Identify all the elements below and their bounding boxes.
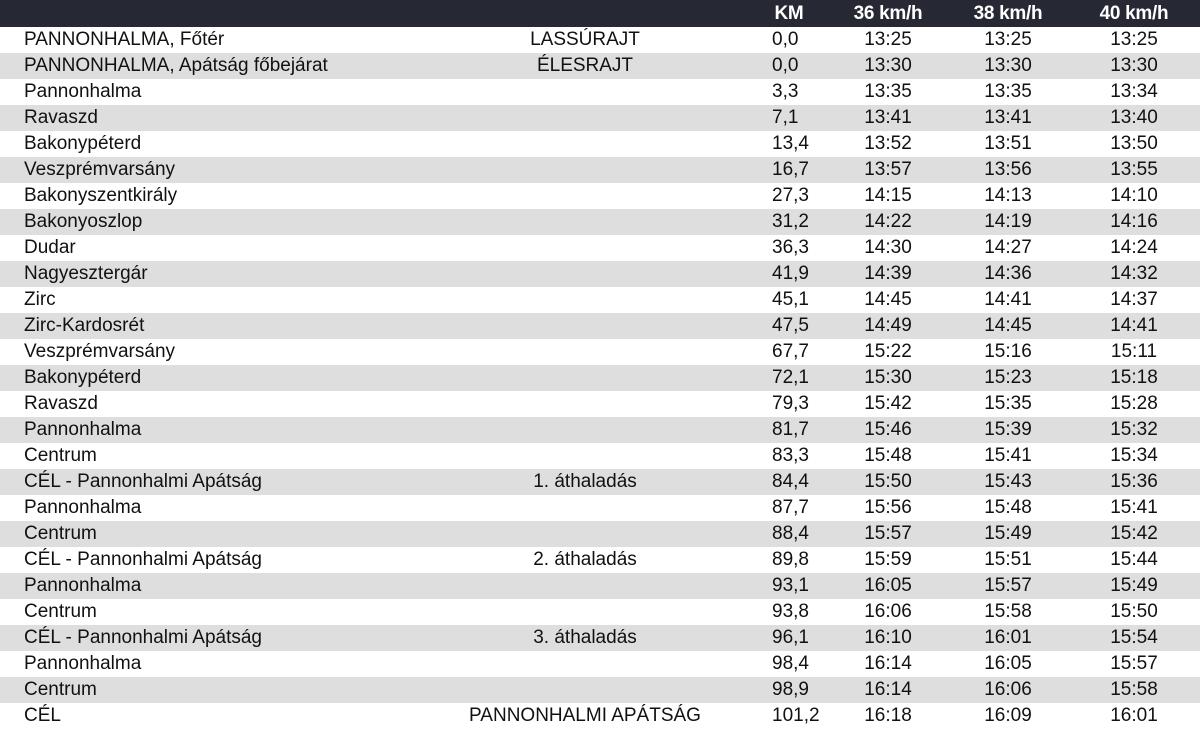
table-row — [0, 417, 1200, 443]
time-36-cell: 13:41 — [864, 107, 912, 128]
time-36-cell: 16:10 — [864, 627, 912, 648]
location-cell: Bakonypéterd — [24, 367, 142, 388]
km-cell: 47,5 — [772, 315, 809, 336]
header-speed-40: 40 km/h — [1099, 2, 1169, 24]
table-header — [0, 0, 1200, 27]
table-row — [0, 365, 1200, 391]
time-38-cell: 15:58 — [984, 601, 1032, 622]
time-36-cell: 13:52 — [864, 133, 912, 154]
location-cell: Bakonyszentkirály — [24, 185, 178, 206]
table-row — [0, 625, 1200, 651]
location-cell: CÉL - Pannonhalmi Apátság — [24, 549, 263, 570]
location-cell: CÉL - Pannonhalmi Apátság — [24, 471, 263, 492]
time-40-cell: 14:37 — [1110, 289, 1158, 310]
time-36-cell: 14:49 — [864, 315, 912, 336]
time-36-cell: 16:18 — [864, 705, 912, 726]
table-row — [0, 183, 1200, 209]
km-cell: 81,7 — [772, 419, 809, 440]
table-row — [0, 287, 1200, 313]
km-cell: 93,8 — [772, 601, 809, 622]
note-cell: PANNONHALMI APÁTSÁG — [469, 705, 701, 726]
time-38-cell: 15:35 — [984, 393, 1032, 414]
table-row — [0, 547, 1200, 573]
note-cell — [420, 209, 750, 235]
table-row — [0, 651, 1200, 677]
time-38-cell: 15:49 — [984, 523, 1032, 544]
time-40-cell: 14:10 — [1110, 185, 1158, 206]
time-40-cell: 15:54 — [1110, 627, 1158, 648]
time-38-cell: 14:27 — [984, 237, 1032, 258]
time-36-cell: 15:50 — [864, 471, 912, 492]
time-36-cell: 15:30 — [864, 367, 912, 388]
time-36-cell: 15:48 — [864, 445, 912, 466]
km-cell: 72,1 — [772, 367, 809, 388]
table-row — [0, 79, 1200, 105]
location-cell: PANNONHALMA, Főtér — [24, 29, 225, 50]
time-36-cell: 14:22 — [864, 211, 912, 232]
note-cell — [420, 521, 750, 547]
time-40-cell: 13:55 — [1110, 159, 1158, 180]
table-row — [0, 469, 1200, 495]
note-cell — [420, 365, 750, 391]
note-cell — [420, 157, 750, 183]
time-40-cell: 13:30 — [1110, 55, 1158, 76]
time-36-cell: 15:42 — [864, 393, 912, 414]
time-40-cell: 15:34 — [1110, 445, 1158, 466]
time-38-cell: 13:51 — [984, 133, 1032, 154]
time-38-cell: 13:35 — [984, 81, 1032, 102]
table-row — [0, 599, 1200, 625]
km-cell: 79,3 — [772, 393, 809, 414]
table-row — [0, 27, 1200, 53]
time-36-cell: 15:59 — [864, 549, 912, 570]
note-cell — [420, 599, 750, 625]
header-speed-36: 36 km/h — [853, 2, 923, 24]
table-row — [0, 105, 1200, 131]
km-cell: 84,4 — [772, 471, 809, 492]
km-cell: 98,9 — [772, 679, 809, 700]
km-cell: 88,4 — [772, 523, 809, 544]
time-36-cell: 15:22 — [864, 341, 912, 362]
time-40-cell: 15:32 — [1110, 419, 1158, 440]
time-40-cell: 15:49 — [1110, 575, 1158, 596]
time-38-cell: 15:23 — [984, 367, 1032, 388]
note-cell — [420, 183, 750, 209]
note-cell — [420, 287, 750, 313]
km-cell: 98,4 — [772, 653, 809, 674]
time-38-cell: 16:09 — [984, 705, 1032, 726]
location-cell: Pannonhalma — [24, 497, 142, 518]
location-cell: Centrum — [24, 523, 97, 544]
location-cell: Bakonypéterd — [24, 133, 142, 154]
time-38-cell: 15:51 — [984, 549, 1032, 570]
time-40-cell: 13:40 — [1110, 107, 1158, 128]
time-40-cell: 13:50 — [1110, 133, 1158, 154]
time-38-cell: 15:16 — [984, 341, 1032, 362]
location-cell: Pannonhalma — [24, 575, 142, 596]
time-40-cell: 15:50 — [1110, 601, 1158, 622]
note-cell — [420, 417, 750, 443]
km-cell: 83,3 — [772, 445, 809, 466]
time-36-cell: 13:25 — [864, 29, 912, 50]
note-cell — [420, 261, 750, 287]
km-cell: 101,2 — [772, 705, 820, 726]
note-cell — [420, 313, 750, 339]
km-cell: 41,9 — [772, 263, 809, 284]
table-row — [0, 339, 1200, 365]
location-cell: CÉL — [24, 705, 61, 726]
time-38-cell: 14:41 — [984, 289, 1032, 310]
note-cell: 1. áthaladás — [533, 471, 637, 492]
time-36-cell: 13:57 — [864, 159, 912, 180]
km-cell: 7,1 — [772, 107, 799, 128]
time-40-cell: 16:01 — [1110, 705, 1158, 726]
note-cell — [420, 131, 750, 157]
km-cell: 87,7 — [772, 497, 809, 518]
km-cell: 93,1 — [772, 575, 809, 596]
time-36-cell: 16:14 — [864, 679, 912, 700]
time-40-cell: 14:24 — [1110, 237, 1158, 258]
time-38-cell: 16:05 — [984, 653, 1032, 674]
time-40-cell: 15:28 — [1110, 393, 1158, 414]
table-row — [0, 573, 1200, 599]
table-row — [0, 443, 1200, 469]
time-36-cell: 14:15 — [864, 185, 912, 206]
time-40-cell: 15:11 — [1110, 341, 1158, 362]
time-38-cell: 15:41 — [984, 445, 1032, 466]
km-cell: 31,2 — [772, 211, 809, 232]
location-cell: Ravaszd — [24, 393, 98, 414]
note-cell — [420, 495, 750, 521]
time-38-cell: 15:48 — [984, 497, 1032, 518]
table-row — [0, 261, 1200, 287]
table-row — [0, 131, 1200, 157]
time-36-cell: 14:30 — [864, 237, 912, 258]
location-cell: PANNONHALMA, Apátság főbejárat — [24, 55, 328, 76]
note-cell — [420, 443, 750, 469]
note-cell — [420, 391, 750, 417]
time-36-cell: 16:06 — [864, 601, 912, 622]
km-cell: 96,1 — [772, 627, 809, 648]
time-40-cell: 13:25 — [1110, 29, 1158, 50]
time-36-cell: 16:14 — [864, 653, 912, 674]
time-38-cell: 13:30 — [984, 55, 1032, 76]
location-cell: Dudar — [24, 237, 76, 258]
time-38-cell: 14:45 — [984, 315, 1032, 336]
time-38-cell: 14:19 — [984, 211, 1032, 232]
time-38-cell: 13:56 — [984, 159, 1032, 180]
time-40-cell: 14:41 — [1110, 315, 1158, 336]
time-38-cell: 15:39 — [984, 419, 1032, 440]
km-cell: 0,0 — [772, 29, 799, 50]
time-40-cell: 14:32 — [1110, 263, 1158, 284]
note-cell: LASSÚRAJT — [530, 29, 640, 50]
time-36-cell: 13:35 — [864, 81, 912, 102]
location-cell: Centrum — [24, 679, 97, 700]
note-cell — [420, 235, 750, 261]
time-38-cell: 14:36 — [984, 263, 1032, 284]
note-cell — [420, 677, 750, 703]
location-cell: Centrum — [24, 445, 97, 466]
table-row — [0, 391, 1200, 417]
header-speed-38: 38 km/h — [973, 2, 1043, 24]
note-cell — [420, 105, 750, 131]
location-cell: Pannonhalma — [24, 81, 142, 102]
note-cell: 2. áthaladás — [533, 549, 637, 570]
time-40-cell: 15:36 — [1110, 471, 1158, 492]
time-38-cell: 13:41 — [984, 107, 1032, 128]
header-location — [0, 0, 420, 27]
time-38-cell: 15:57 — [984, 575, 1032, 596]
time-40-cell: 15:42 — [1110, 523, 1158, 544]
table-body — [0, 27, 1200, 729]
time-40-cell: 15:44 — [1110, 549, 1158, 570]
location-cell: Ravaszd — [24, 107, 98, 128]
time-38-cell: 15:43 — [984, 471, 1032, 492]
note-cell — [420, 651, 750, 677]
location-cell: Veszprémvarsány — [24, 159, 176, 180]
location-cell: Zirc — [24, 289, 56, 310]
table-row — [0, 209, 1200, 235]
location-cell: Pannonhalma — [24, 653, 142, 674]
time-40-cell: 13:34 — [1110, 81, 1158, 102]
km-cell: 36,3 — [772, 237, 809, 258]
note-cell: ÉLESRAJT — [536, 55, 634, 76]
km-cell: 67,7 — [772, 341, 809, 362]
header-km: KM — [774, 2, 804, 24]
location-cell: Bakonyoszlop — [24, 211, 143, 232]
km-cell: 45,1 — [772, 289, 809, 310]
time-38-cell: 16:01 — [984, 627, 1032, 648]
header-note — [420, 0, 750, 27]
km-cell: 0,0 — [772, 55, 799, 76]
time-38-cell: 16:06 — [984, 679, 1032, 700]
time-40-cell: 15:57 — [1110, 653, 1158, 674]
time-36-cell: 15:46 — [864, 419, 912, 440]
location-cell: CÉL - Pannonhalmi Apátság — [24, 627, 263, 648]
note-cell: 3. áthaladás — [533, 627, 637, 648]
time-40-cell: 15:41 — [1110, 497, 1158, 518]
time-36-cell: 14:45 — [864, 289, 912, 310]
km-cell: 3,3 — [772, 81, 799, 102]
note-cell — [420, 339, 750, 365]
km-cell: 89,8 — [772, 549, 809, 570]
km-cell: 16,7 — [772, 159, 809, 180]
time-36-cell: 15:56 — [864, 497, 912, 518]
time-38-cell: 14:13 — [984, 185, 1032, 206]
location-cell: Zirc-Kardosrét — [24, 315, 145, 336]
table-row — [0, 495, 1200, 521]
location-cell: Nagyesztergár — [24, 263, 148, 284]
time-40-cell: 14:16 — [1110, 211, 1158, 232]
table-row — [0, 157, 1200, 183]
header-row — [0, 0, 1200, 27]
km-cell: 27,3 — [772, 185, 809, 206]
time-40-cell: 15:58 — [1110, 679, 1158, 700]
table-row — [0, 521, 1200, 547]
km-cell: 13,4 — [772, 133, 809, 154]
time-36-cell: 14:39 — [864, 263, 912, 284]
time-38-cell: 13:25 — [984, 29, 1032, 50]
table-row — [0, 313, 1200, 339]
time-36-cell: 13:30 — [864, 55, 912, 76]
table-row — [0, 53, 1200, 79]
table-row — [0, 703, 1200, 729]
time-40-cell: 15:18 — [1110, 367, 1158, 388]
location-cell: Pannonhalma — [24, 419, 142, 440]
note-cell — [420, 573, 750, 599]
location-cell: Veszprémvarsány — [24, 341, 176, 362]
table-row — [0, 235, 1200, 261]
time-36-cell: 16:05 — [864, 575, 912, 596]
table-row — [0, 677, 1200, 703]
time-36-cell: 15:57 — [864, 523, 912, 544]
location-cell: Centrum — [24, 601, 97, 622]
note-cell — [420, 79, 750, 105]
